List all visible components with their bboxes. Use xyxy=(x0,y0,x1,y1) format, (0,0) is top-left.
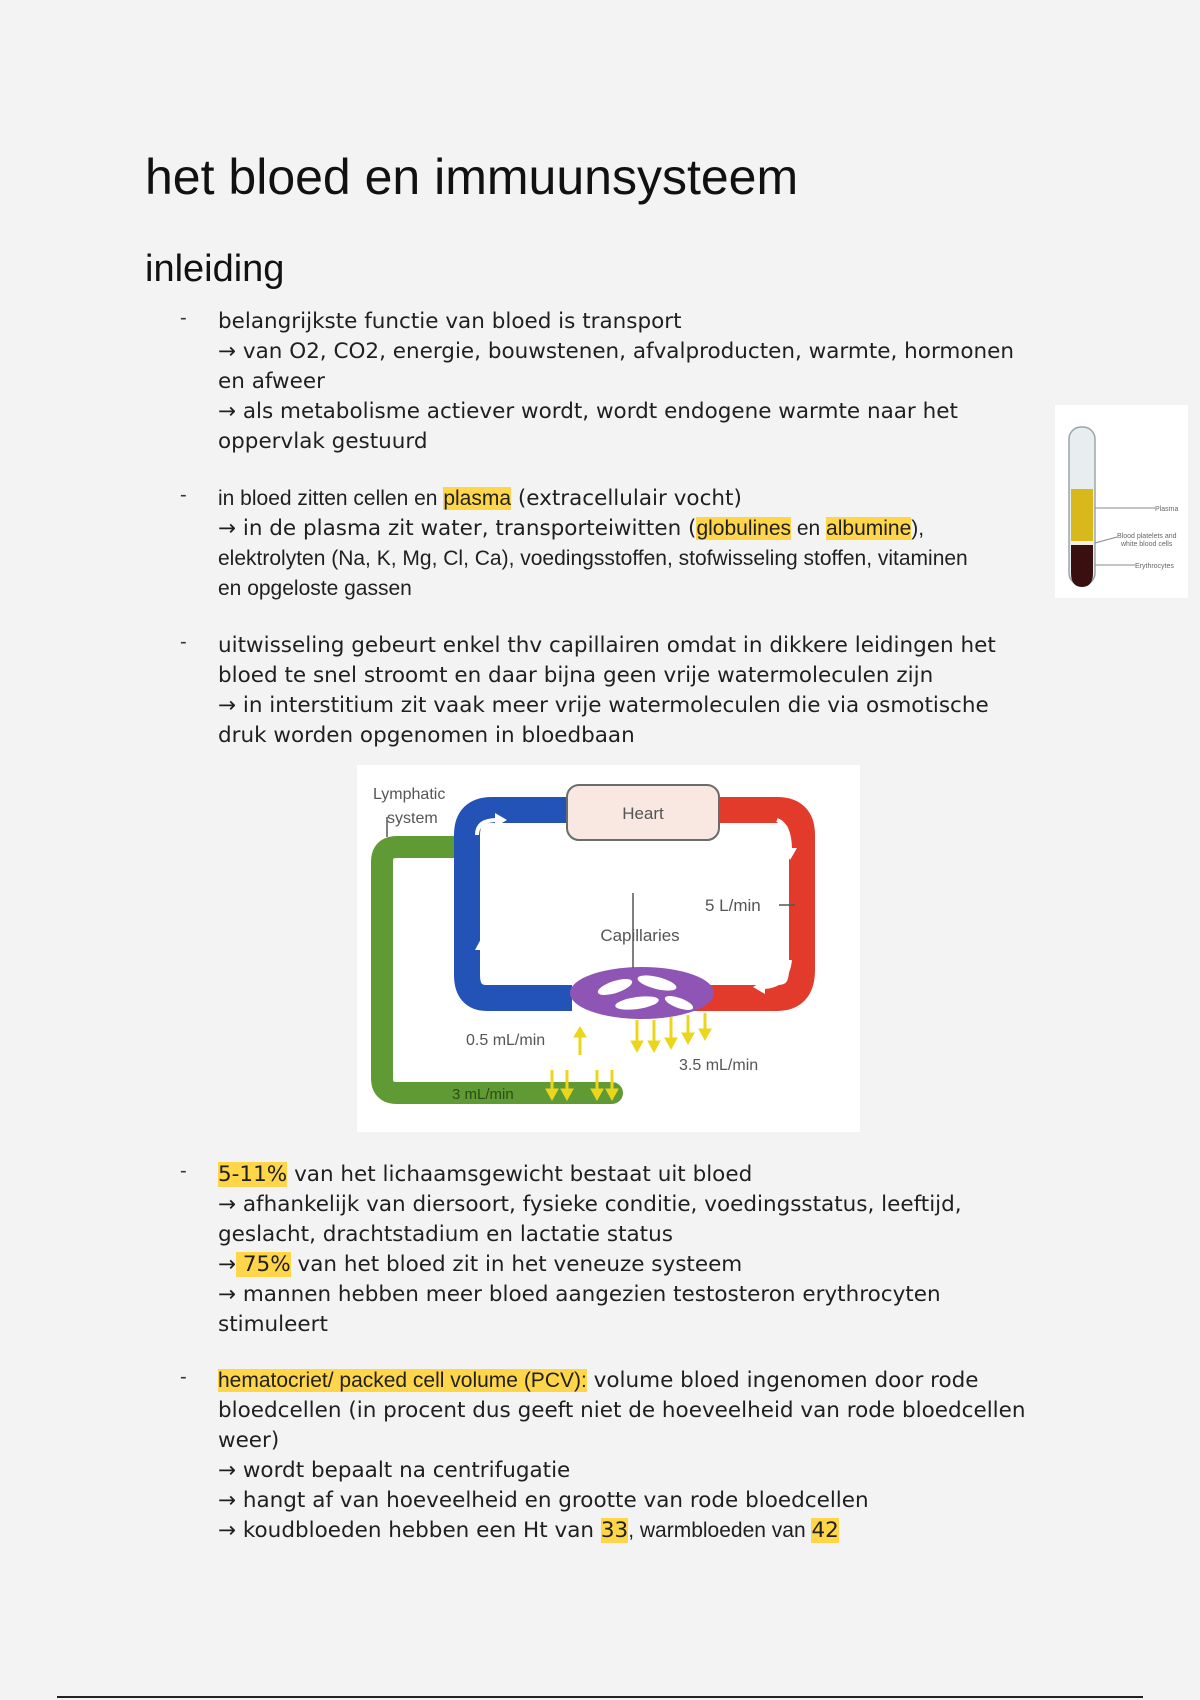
erythrocyte-layer xyxy=(1071,545,1093,587)
text-line xyxy=(218,1486,1060,1516)
text-segment: volume bloed ingenomen door rode xyxy=(586,1368,979,1393)
lymphatic-vessel xyxy=(382,847,612,1093)
bullet-marker: - xyxy=(180,484,187,506)
text-line xyxy=(218,397,1060,427)
text-segment: bloed te snel stroomt en daar bijna geen vrije watermoleculen zijn xyxy=(218,663,934,688)
tube-label-platelets-2: white blood cells xyxy=(1121,541,1173,548)
circulation-diagram-svg xyxy=(357,765,860,1132)
text-segment: van het bloed zit in het veneuze systeem xyxy=(290,1252,743,1277)
venous-vessel xyxy=(467,810,582,998)
text-line xyxy=(218,1426,1060,1456)
text-line xyxy=(218,1396,1060,1426)
text-line xyxy=(218,367,1060,397)
text-segment: druk worden opgenomen in bloedbaan xyxy=(218,723,635,748)
text-segment: elektrolyten (Na, K, Mg, Cl, Ca), voedingsstoffen, stofwisseling stoffen, vitaminen xyxy=(218,547,968,570)
bullet-item xyxy=(180,1160,1060,1340)
highlighted-term: hematocriet/ packed cell volume (PCV): xyxy=(218,1369,587,1392)
lymphatic-label-line1: Lymphatic xyxy=(373,786,446,803)
text-line xyxy=(218,427,1060,457)
text-line xyxy=(218,661,1060,691)
text-line xyxy=(218,484,1060,514)
text-segment: in bloed zitten cellen en xyxy=(218,487,444,510)
blood-tube-svg xyxy=(1055,405,1188,598)
blood-tube-image xyxy=(1055,405,1188,598)
text-line xyxy=(218,1280,1060,1310)
plasma-layer xyxy=(1071,489,1093,541)
text-line xyxy=(218,1160,1060,1190)
flow-35-label: 3.5 mL/min xyxy=(679,1057,759,1074)
text-segment: van het lichaamsgewicht bestaat uit bloed xyxy=(287,1162,753,1187)
text-segment: , warmbloeden van xyxy=(628,1519,812,1542)
text-line xyxy=(218,337,1060,367)
page-title: het bloed en immuunsysteem xyxy=(145,149,799,205)
text-segment: belangrijkste functie van bloed is transport xyxy=(218,309,682,334)
heart-label: Heart xyxy=(622,804,664,823)
text-line xyxy=(218,691,1060,721)
text-segment: → in de plasma zit water, transporteiwitten ( xyxy=(218,516,697,541)
flow-5-label: 5 L/min xyxy=(705,896,761,915)
lymphatic-label-line2: system xyxy=(387,810,438,827)
text-line xyxy=(218,1220,1060,1250)
text-segment: bloedcellen (in procent dus geeft niet de hoeveelheid van rode bloedcellen xyxy=(218,1398,1026,1423)
text-segment: → als metabolisme actiever wordt, wordt endogene warmte naar het xyxy=(218,399,958,424)
text-line xyxy=(218,1456,1060,1486)
text-segment: → wordt bepaalt na centrifugatie xyxy=(218,1458,571,1483)
circulation-diagram xyxy=(357,765,860,1132)
text-segment: en afweer xyxy=(218,369,325,394)
highlighted-term: 5-11% xyxy=(218,1162,288,1187)
text-segment: (extracellulair vocht) xyxy=(511,486,742,511)
text-segment: en xyxy=(791,517,827,540)
text-segment: stimuleert xyxy=(218,1312,328,1337)
tube-label-erythrocytes: Erythrocytes xyxy=(1135,563,1174,570)
text-segment: → hangt af van hoeveelheid en grootte van rode bloedcellen xyxy=(218,1488,869,1513)
text-line xyxy=(218,1250,1060,1280)
bullet-marker: - xyxy=(180,307,187,329)
text-line xyxy=(218,1516,1060,1546)
tube-label-platelets-1: Blood platelets and xyxy=(1117,533,1177,540)
text-line xyxy=(218,1190,1060,1220)
highlighted-term: 42 xyxy=(811,1518,839,1543)
text-line xyxy=(218,721,1060,751)
text-segment: → in interstitium zit vaak meer vrije watermoleculen die via osmotische xyxy=(218,693,989,718)
flow-05-label: 0.5 mL/min xyxy=(466,1032,546,1049)
bullet-item xyxy=(180,484,1060,604)
highlighted-term: 33 xyxy=(600,1518,629,1543)
highlighted-term: plasma xyxy=(443,487,512,510)
text-line xyxy=(218,574,1060,604)
text-line xyxy=(218,307,1060,337)
flow-3-label: 3 mL/min xyxy=(452,1086,514,1103)
text-line xyxy=(218,514,1060,544)
capillary-bed xyxy=(570,967,714,1019)
bullet-item xyxy=(180,1366,1060,1546)
section-heading: inleiding xyxy=(145,248,285,290)
highlighted-term: globulines xyxy=(696,517,792,540)
text-segment: uitwisseling gebeurt enkel thv capillairen omdat in dikkere leidingen het xyxy=(218,633,996,658)
bullet-marker: - xyxy=(180,1366,187,1388)
text-segment: en opgeloste gassen xyxy=(218,577,412,600)
text-segment: weer) xyxy=(218,1428,280,1453)
text-segment: → mannen hebben meer bloed aangezien testosteron erythrocyten xyxy=(218,1282,941,1307)
text-line xyxy=(218,631,1060,661)
highlighted-term: albumine xyxy=(826,517,912,540)
text-segment: ), xyxy=(911,517,925,540)
text-segment: geslacht, drachtstadium en lactatie status xyxy=(218,1222,673,1247)
text-segment: → afhankelijk van diersoort, fysieke conditie, voedingsstatus, leeftijd, xyxy=(218,1192,962,1217)
bottom-rule xyxy=(57,1696,1143,1698)
tube-label-plasma: Plasma xyxy=(1155,506,1179,513)
text-segment: → xyxy=(218,1252,237,1277)
capillaries-label: Capillaries xyxy=(600,926,680,945)
bullet-item xyxy=(180,307,1060,457)
text-line xyxy=(218,544,1060,574)
highlighted-term: 75% xyxy=(236,1252,291,1277)
text-segment: → koudbloeden hebben een Ht van xyxy=(218,1518,601,1543)
bullet-marker: - xyxy=(180,631,187,653)
bullet-item xyxy=(180,631,1060,751)
text-segment: → van O2, CO2, energie, bouwstenen, afvalproducten, warmte, hormonen xyxy=(218,339,1014,364)
bullet-marker: - xyxy=(180,1160,187,1182)
text-line xyxy=(218,1366,1060,1396)
text-segment: oppervlak gestuurd xyxy=(218,429,428,454)
text-line xyxy=(218,1310,1060,1340)
